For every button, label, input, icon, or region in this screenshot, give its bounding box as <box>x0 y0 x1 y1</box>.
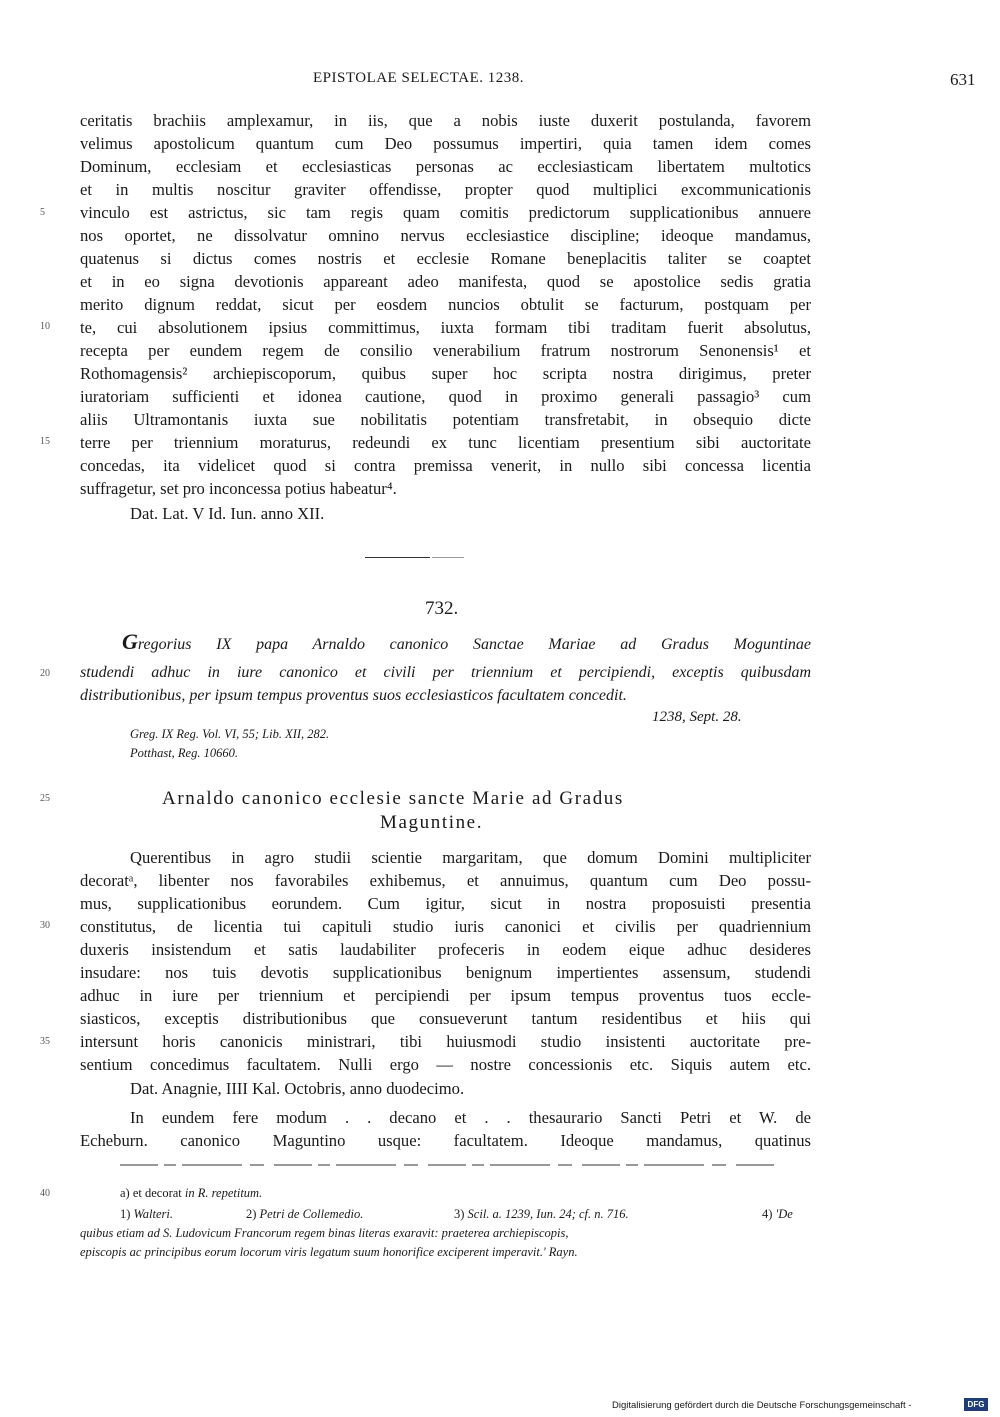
dropcap: G <box>122 629 138 654</box>
footnote-a-text: et decorat <box>132 1186 182 1200</box>
footnote-4 <box>762 1207 793 1222</box>
footnote-3-mark: 3) <box>454 1207 465 1221</box>
line-number-25: 25 <box>40 793 50 804</box>
closing-line-1: In eundem fere modum . . decano et . . thesaurario Sancti Petri et W. de <box>130 1108 811 1127</box>
running-header-title: EPISTOLAE SELECTAE. 1238. <box>313 70 525 86</box>
footnote-a-mark: a) <box>120 1186 130 1200</box>
letter-line: decoratᵃ, libenter nos favorabiles exhibemus, et annuimus, quantum cum Deo possu- <box>80 871 811 890</box>
line-number-30: 30 <box>40 920 50 931</box>
footnote-3 <box>454 1207 629 1222</box>
letter-line: siasticos, exceptis distributionibus que consueverunt tantum residentibus et hiis qui <box>80 1009 811 1028</box>
letter-line: sentium concedimus facultatem. Nulli ergo — nostre concessionis etc. Siquis autem etc. <box>80 1055 811 1074</box>
line-number-35: 35 <box>40 1036 50 1047</box>
source-register: Greg. IX Reg. Vol. VI, 55; Lib. XII, 282. <box>130 727 330 741</box>
body-line: iuratoriam sufficienti et idonea cautione, quod in proximo generali passagio³ cum <box>80 387 811 406</box>
footnote-separator <box>120 1163 780 1167</box>
closing-line-2: Echeburn. canonico Maguntino usque: facultatem. Ideoque mandamus, quatinus <box>80 1131 811 1150</box>
page-number: 631 <box>950 70 976 89</box>
letter-line: adhuc in iure per triennium et percipiendi per ipsum tempus proventus tuos eccle- <box>80 986 811 1005</box>
regest-line-2: studendi adhuc in iure canonico et civili per triennium et percipiendi, exceptis quibusdam <box>80 664 811 681</box>
regest-line-3: distributionibus, per ipsum tempus proventus suos ecclesiasticos facultatem concedit. <box>80 687 627 704</box>
line-number-20: 20 <box>40 668 50 679</box>
footnote-4-start: 'De <box>775 1207 793 1221</box>
body-line: suffragetur, set pro inconcessa potius habeatur⁴. <box>80 479 397 498</box>
body-line: et in multis noscitur graviter offendisse, propter quod multiplici excommunicationis <box>80 180 811 199</box>
body-line: velimus apostolicum quantum cum Deo possumus impertiri, quia tamen idem comes <box>80 134 811 153</box>
letter-line: constitutus, de licentia tui capituli studio iuris canonici et civilis per quadriennium <box>80 917 811 936</box>
body-line: te, cui absolutionem ipsius committimus, iuxta formam tibi traditam fuerit absolutus, <box>80 318 811 337</box>
body-line: Dominum, ecclesiam et ecclesiasticas personas ac ecclesiasticam libertatem multotics <box>80 157 811 176</box>
body-line: et in eo signa devotionis appareant adeo manifesta, quod se apostolice sedis gratia <box>80 272 811 291</box>
section-separator-tail <box>432 557 464 558</box>
footnote-a <box>120 1186 262 1201</box>
body-line: Rothomagensis² archiepiscoporum, quibus super hoc scripta nostra dirigimus, preter <box>80 364 811 383</box>
footnote-2-mark: 2) <box>246 1207 257 1221</box>
body-line: quatenus si dictus comes nostris et ecclesie Romane beneplacitis taliter se coaptet <box>80 249 811 268</box>
letter-line: duxeris insistendum et satis laudabiliter profeceris in eodem eique adhuc desideres <box>80 940 811 959</box>
body-line: merito dignum reddat, sicut per eosdem nuncios obtulit se facturum, postquam per <box>80 295 811 314</box>
document-number: 732. <box>425 598 459 619</box>
section-separator <box>365 557 430 558</box>
line-number-40: 40 <box>40 1188 50 1199</box>
line-number-15: 15 <box>40 436 50 447</box>
regest-line <box>122 631 811 655</box>
footnote-4-line-2: quibus etiam ad S. Ludovicum Francorum regem binas literas exaravit: praeterea archiepiscopis, <box>80 1226 569 1240</box>
letter-line: Querentibus in agro studii scientie margaritam, que domum Domini multipliciter <box>130 848 811 867</box>
footnote-4-line-3: episcopis ac principibus eorum locorum viris legatum suum honorifice exciperent imperavit.' Rayn. <box>80 1245 578 1259</box>
body-line: nos oportet, ne dissolvatur omnino nervus ecclesiastice discipline; ideoque mandamus, <box>80 226 811 245</box>
address-line-1: Arnaldo canonico ecclesie sancte Marie ad Gradus <box>162 788 624 809</box>
dat-line-2: Dat. Anagnie, IIII Kal. Octobris, anno duodecimo. <box>130 1079 465 1098</box>
footnote-4-mark: 4) <box>762 1207 773 1221</box>
footnote-2 <box>246 1207 363 1222</box>
footnote-1-mark: 1) <box>120 1207 131 1221</box>
body-line: aliis Ultramontanis iuxta sue nobilitatis potentiam transfretabit, in obsequio dicte <box>80 410 811 429</box>
body-line: recepta per eundem regem de consilio venerabilium fratrum nostrorum Senonensis¹ et <box>80 341 811 360</box>
footnote-1 <box>120 1207 173 1222</box>
dat-line-1: Dat. Lat. V Id. Iun. anno XII. <box>130 504 325 523</box>
regest-line-1: regorius IX papa Arnaldo canonico Sanctae Mariae ad Gradus Moguntinae <box>137 636 811 653</box>
body-line: concedas, ita videlicet quod si contra premissa venerit, in nullo sibi concessa licentia <box>80 456 811 475</box>
body-line: vinculo est astrictus, sic tam regis quam comitis predictorum supplicationibus annuere <box>80 203 811 222</box>
line-number-5: 5 <box>40 207 45 218</box>
regest-date: 1238, Sept. 28. <box>652 709 742 725</box>
footnote-3-text: Scil. a. 1239, Iun. 24; cf. n. 716. <box>467 1207 629 1221</box>
line-number-10: 10 <box>40 321 50 332</box>
body-line: ceritatis brachiis amplexamur, in iis, que a nobis iuste duxerit postulanda, favorem <box>80 111 811 130</box>
dfg-logo: DFG <box>964 1398 988 1411</box>
letter-line: insudare: nos tuis devotis supplicationibus benignum impertientes assensum, studendi <box>80 963 811 982</box>
address-line-2: Maguntine. <box>380 812 484 833</box>
source-potthast: Potthast, Reg. 10660. <box>130 746 238 760</box>
footnote-a-italic: in R. repetitum. <box>184 1186 263 1200</box>
letter-line: intersunt horis canonicis ministrari, tibi huiusmodi studio insistenti auctoritate pre- <box>80 1032 811 1051</box>
footnote-2-text: Petri de Collemedio. <box>259 1207 364 1221</box>
body-line: terre per triennium moraturus, redeundi ex tunc licentiam presentium sibi auctoritate <box>80 433 811 452</box>
letter-line: mus, supplicationibus eorundem. Cum igitur, sicut in nostra proposuisti presentia <box>80 894 811 913</box>
digitization-credit: Digitalisierung gefördert durch die Deutsche Forschungsgemeinschaft - <box>612 1400 912 1411</box>
footnote-1-text: Walteri. <box>133 1207 174 1221</box>
